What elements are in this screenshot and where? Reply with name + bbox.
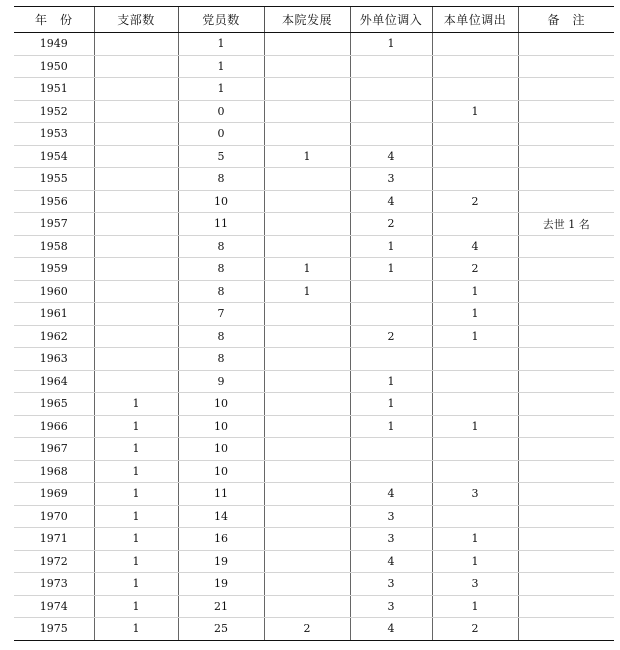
table-row: [14, 438, 614, 461]
transferred-in-cell: 3: [350, 528, 432, 551]
transferred-in-cell: 4: [350, 550, 432, 573]
year-cell: 1971: [14, 528, 94, 551]
member-count-cell: 10: [178, 438, 264, 461]
member-count-cell: 9: [178, 370, 264, 393]
remarks-cell: [518, 618, 614, 641]
transferred-out-cell: 1: [432, 595, 518, 618]
year-cell: 1972: [14, 550, 94, 573]
year-cell: 1954: [14, 145, 94, 168]
transferred-out-cell: 1: [432, 280, 518, 303]
year-cell: 1969: [14, 483, 94, 506]
branch-count-cell: [94, 235, 178, 258]
member-count-cell: 1: [178, 33, 264, 56]
member-count-cell: 11: [178, 483, 264, 506]
transferred-in-cell: 2: [350, 213, 432, 236]
branch-count-cell: [94, 123, 178, 146]
branch-count-cell: 1: [94, 618, 178, 641]
developed-in-house-cell: [264, 483, 350, 506]
table-row: [14, 213, 614, 236]
transferred-in-cell: 3: [350, 168, 432, 191]
remarks-cell: [518, 550, 614, 573]
table-row: [14, 393, 614, 416]
developed-in-house-cell: 1: [264, 280, 350, 303]
developed-in-house-cell: [264, 348, 350, 371]
remarks-cell: [518, 393, 614, 416]
transferred-out-cell: [432, 33, 518, 56]
year-cell: 1968: [14, 460, 94, 483]
developed-in-house-cell: [264, 123, 350, 146]
table-row: [14, 370, 614, 393]
branch-count-cell: 1: [94, 528, 178, 551]
member-count-cell: 11: [178, 213, 264, 236]
transferred-in-cell: [350, 78, 432, 101]
year-cell: 1960: [14, 280, 94, 303]
year-cell: 1965: [14, 393, 94, 416]
table-row: [14, 483, 614, 506]
table-row: [14, 550, 614, 573]
developed-in-house-cell: [264, 528, 350, 551]
member-count-cell: 7: [178, 303, 264, 326]
member-count-cell: 1: [178, 55, 264, 78]
table-header: [14, 7, 614, 33]
year-cell: 1963: [14, 348, 94, 371]
transferred-in-cell: [350, 100, 432, 123]
member-count-cell: 19: [178, 573, 264, 596]
table-row: [14, 258, 614, 281]
branch-count-cell: 1: [94, 550, 178, 573]
member-count-cell: 10: [178, 415, 264, 438]
remarks-cell: [518, 55, 614, 78]
branch-count-cell: 1: [94, 415, 178, 438]
table-row: [14, 303, 614, 326]
header-year: 年 份: [14, 7, 94, 33]
developed-in-house-cell: [264, 393, 350, 416]
transferred-in-cell: 1: [350, 33, 432, 56]
developed-in-house-cell: [264, 438, 350, 461]
year-cell: 1951: [14, 78, 94, 101]
member-count-cell: 8: [178, 325, 264, 348]
remarks-cell: [518, 370, 614, 393]
transferred-out-cell: [432, 145, 518, 168]
transferred-out-cell: 4: [432, 235, 518, 258]
member-count-cell: 14: [178, 505, 264, 528]
member-count-cell: 16: [178, 528, 264, 551]
transferred-in-cell: [350, 460, 432, 483]
year-cell: 1975: [14, 618, 94, 641]
branch-count-cell: [94, 100, 178, 123]
remarks-cell: [518, 100, 614, 123]
developed-in-house-cell: 1: [264, 258, 350, 281]
branch-count-cell: [94, 33, 178, 56]
transferred-out-cell: 2: [432, 258, 518, 281]
table-row: [14, 123, 614, 146]
remarks-cell: [518, 573, 614, 596]
transferred-in-cell: 4: [350, 618, 432, 641]
transferred-in-cell: [350, 303, 432, 326]
table-row: [14, 573, 614, 596]
transferred-out-cell: 1: [432, 100, 518, 123]
table-row: [14, 145, 614, 168]
developed-in-house-cell: [264, 370, 350, 393]
table-row: [14, 528, 614, 551]
transferred-out-cell: 3: [432, 483, 518, 506]
branch-count-cell: 1: [94, 460, 178, 483]
transferred-in-cell: 4: [350, 145, 432, 168]
table-body: [14, 33, 614, 641]
transferred-out-cell: [432, 55, 518, 78]
transferred-out-cell: 1: [432, 415, 518, 438]
developed-in-house-cell: [264, 460, 350, 483]
branch-count-cell: [94, 258, 178, 281]
party-member-statistics-table: [14, 6, 614, 641]
remarks-cell: [518, 235, 614, 258]
transferred-out-cell: 2: [432, 618, 518, 641]
transferred-out-cell: [432, 213, 518, 236]
transferred-in-cell: [350, 280, 432, 303]
branch-count-cell: [94, 280, 178, 303]
header-branch-count: 支部数: [94, 7, 178, 33]
member-count-cell: 1: [178, 78, 264, 101]
branch-count-cell: 1: [94, 393, 178, 416]
table-row: [14, 78, 614, 101]
header-developed-in-house: 本院发展: [264, 7, 350, 33]
year-cell: 1966: [14, 415, 94, 438]
table-row: [14, 505, 614, 528]
table-row: [14, 460, 614, 483]
branch-count-cell: [94, 348, 178, 371]
year-cell: 1964: [14, 370, 94, 393]
developed-in-house-cell: [264, 235, 350, 258]
developed-in-house-cell: [264, 505, 350, 528]
remarks-cell: [518, 325, 614, 348]
developed-in-house-cell: [264, 595, 350, 618]
year-cell: 1950: [14, 55, 94, 78]
table-row: [14, 280, 614, 303]
member-count-cell: 10: [178, 460, 264, 483]
member-count-cell: 8: [178, 235, 264, 258]
table-row: [14, 618, 614, 641]
developed-in-house-cell: [264, 55, 350, 78]
header-transferred-in: 外单位调入: [350, 7, 432, 33]
remarks-cell: [518, 528, 614, 551]
transferred-out-cell: [432, 348, 518, 371]
table-row: [14, 235, 614, 258]
branch-count-cell: [94, 325, 178, 348]
developed-in-house-cell: [264, 303, 350, 326]
member-count-cell: 10: [178, 393, 264, 416]
year-cell: 1973: [14, 573, 94, 596]
branch-count-cell: [94, 213, 178, 236]
member-count-cell: 8: [178, 168, 264, 191]
remarks-cell: [518, 505, 614, 528]
branch-count-cell: [94, 55, 178, 78]
developed-in-house-cell: [264, 325, 350, 348]
developed-in-house-cell: [264, 190, 350, 213]
transferred-out-cell: [432, 505, 518, 528]
year-cell: 1949: [14, 33, 94, 56]
branch-count-cell: 1: [94, 573, 178, 596]
remarks-cell: [518, 460, 614, 483]
year-cell: 1967: [14, 438, 94, 461]
branch-count-cell: 1: [94, 505, 178, 528]
transferred-in-cell: 1: [350, 415, 432, 438]
table-row: [14, 100, 614, 123]
table-row: [14, 348, 614, 371]
remarks-cell: [518, 33, 614, 56]
transferred-out-cell: [432, 460, 518, 483]
transferred-in-cell: [350, 123, 432, 146]
table-row: [14, 325, 614, 348]
year-cell: 1957: [14, 213, 94, 236]
transferred-in-cell: 3: [350, 573, 432, 596]
member-count-cell: 0: [178, 100, 264, 123]
transferred-in-cell: 2: [350, 325, 432, 348]
header-row: [14, 7, 614, 33]
branch-count-cell: 1: [94, 595, 178, 618]
transferred-out-cell: 3: [432, 573, 518, 596]
member-count-cell: 5: [178, 145, 264, 168]
remarks-cell: [518, 415, 614, 438]
transferred-in-cell: 4: [350, 483, 432, 506]
remarks-cell: [518, 483, 614, 506]
transferred-in-cell: [350, 55, 432, 78]
transferred-out-cell: [432, 123, 518, 146]
developed-in-house-cell: [264, 213, 350, 236]
transferred-in-cell: 1: [350, 235, 432, 258]
table-row: [14, 415, 614, 438]
year-cell: 1952: [14, 100, 94, 123]
transferred-in-cell: [350, 438, 432, 461]
header-member-count: 党员数: [178, 7, 264, 33]
transferred-out-cell: [432, 168, 518, 191]
table-row: [14, 190, 614, 213]
year-cell: 1974: [14, 595, 94, 618]
developed-in-house-cell: [264, 415, 350, 438]
table-row: [14, 55, 614, 78]
year-cell: 1953: [14, 123, 94, 146]
developed-in-house-cell: 2: [264, 618, 350, 641]
remarks-cell: 去世 1 名: [518, 213, 614, 236]
member-count-cell: 8: [178, 258, 264, 281]
remarks-cell: [518, 190, 614, 213]
member-count-cell: 8: [178, 280, 264, 303]
transferred-out-cell: [432, 438, 518, 461]
remarks-cell: [518, 438, 614, 461]
remarks-cell: [518, 595, 614, 618]
remarks-cell: [518, 145, 614, 168]
developed-in-house-cell: 1: [264, 145, 350, 168]
branch-count-cell: [94, 190, 178, 213]
table-row: [14, 33, 614, 56]
transferred-in-cell: 3: [350, 595, 432, 618]
member-count-cell: 19: [178, 550, 264, 573]
header-remarks: 备 注: [518, 7, 614, 33]
transferred-in-cell: 3: [350, 505, 432, 528]
branch-count-cell: [94, 370, 178, 393]
year-cell: 1958: [14, 235, 94, 258]
year-cell: 1961: [14, 303, 94, 326]
transferred-in-cell: 1: [350, 370, 432, 393]
table-row: [14, 595, 614, 618]
branch-count-cell: [94, 168, 178, 191]
transferred-out-cell: [432, 78, 518, 101]
member-count-cell: 10: [178, 190, 264, 213]
transferred-out-cell: [432, 370, 518, 393]
remarks-cell: [518, 348, 614, 371]
branch-count-cell: 1: [94, 483, 178, 506]
transferred-out-cell: 1: [432, 325, 518, 348]
table-row: [14, 168, 614, 191]
remarks-cell: [518, 168, 614, 191]
branch-count-cell: [94, 78, 178, 101]
party-member-statistics-table-container: [14, 6, 614, 641]
year-cell: 1955: [14, 168, 94, 191]
developed-in-house-cell: [264, 100, 350, 123]
developed-in-house-cell: [264, 33, 350, 56]
remarks-cell: [518, 78, 614, 101]
developed-in-house-cell: [264, 78, 350, 101]
year-cell: 1959: [14, 258, 94, 281]
transferred-out-cell: 2: [432, 190, 518, 213]
header-transferred-out: 本单位调出: [432, 7, 518, 33]
transferred-in-cell: 1: [350, 393, 432, 416]
transferred-out-cell: 1: [432, 550, 518, 573]
branch-count-cell: [94, 303, 178, 326]
developed-in-house-cell: [264, 550, 350, 573]
developed-in-house-cell: [264, 168, 350, 191]
branch-count-cell: 1: [94, 438, 178, 461]
remarks-cell: [518, 258, 614, 281]
remarks-cell: [518, 303, 614, 326]
transferred-out-cell: [432, 393, 518, 416]
developed-in-house-cell: [264, 573, 350, 596]
transferred-in-cell: [350, 348, 432, 371]
branch-count-cell: [94, 145, 178, 168]
transferred-in-cell: 4: [350, 190, 432, 213]
year-cell: 1962: [14, 325, 94, 348]
member-count-cell: 21: [178, 595, 264, 618]
remarks-cell: [518, 280, 614, 303]
year-cell: 1956: [14, 190, 94, 213]
transferred-out-cell: 1: [432, 303, 518, 326]
year-cell: 1970: [14, 505, 94, 528]
member-count-cell: 25: [178, 618, 264, 641]
member-count-cell: 0: [178, 123, 264, 146]
transferred-out-cell: 1: [432, 528, 518, 551]
transferred-in-cell: 1: [350, 258, 432, 281]
member-count-cell: 8: [178, 348, 264, 371]
remarks-cell: [518, 123, 614, 146]
